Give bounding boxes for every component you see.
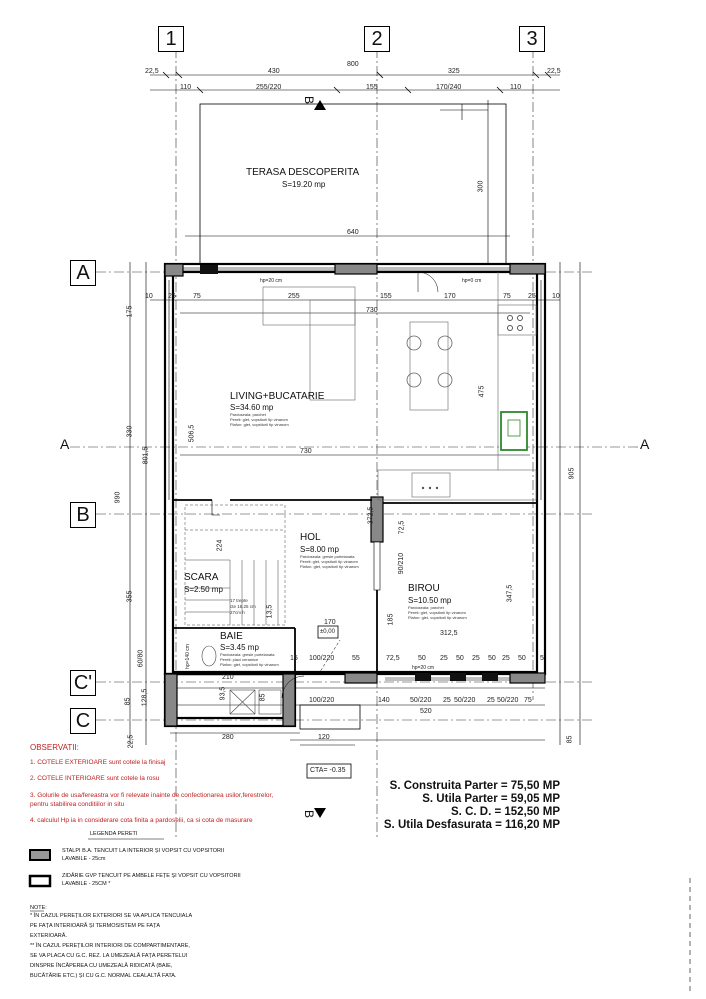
summary-line-1: S. Utila Parter = 59,05 MP xyxy=(422,793,560,805)
dim-inner-3: 255 xyxy=(288,293,300,300)
summary-line-2: S. C. D. = 152,50 MP xyxy=(451,806,560,818)
room-baie-note-1: Pereti: placi ceramice xyxy=(220,657,259,662)
dim-inner-0: 10 xyxy=(145,293,153,300)
room-hol-area: S=8.00 mp xyxy=(300,545,339,554)
dim-b1-1: 100/220 xyxy=(309,655,335,662)
dim-bottom-120: 120 xyxy=(318,734,330,741)
room-birou-note-0: Pardoseala: parchet xyxy=(408,605,444,610)
dim-terrace-width: 640 xyxy=(347,229,359,236)
dim-inner-1: 25 xyxy=(168,293,176,300)
dim-b1-0: 15 xyxy=(290,655,298,662)
room-hol-note-2: Plafon: glet, vopsitorii tip vinarom xyxy=(300,564,359,569)
dim-325: 325 xyxy=(448,68,460,75)
note-line-2: EXTERIOARĂ. xyxy=(30,933,67,939)
dim-left-935: 93,5 xyxy=(219,686,227,701)
dim-b2-2: 50/220 xyxy=(410,697,432,704)
legend-item-0-line-0: STALPI B.A. TENCUIT LA INTERIOR ȘI VOPSIT CU VOPSITORII xyxy=(62,848,225,854)
legend-title: LEGENDA PERETI xyxy=(90,831,138,837)
note-title: NOTE: xyxy=(30,905,47,911)
dim-right-ext: 22,5 xyxy=(547,68,561,75)
dim-left-85: 85 xyxy=(124,697,132,706)
room-birou-area: S=10.50 mp xyxy=(408,596,452,605)
room-birou-note-2: Plafon: glet, vopsitorii tip vinarom xyxy=(408,615,467,620)
observatii-item-2: 3. Golurile de usa/fereastra vor fi relevate inainte de confectionarea usilor,ferestrelor, xyxy=(30,792,274,799)
room-terasa-name: TERASA DESCOPERITA xyxy=(246,167,360,178)
dim-inner-730a: 730 xyxy=(366,307,378,314)
note-line-1: PE FAȚA INTERIOARĂ ȘI TERMOSISTEM PE FAȚA xyxy=(30,923,161,929)
dim-total: 800 xyxy=(347,61,359,68)
dim-inner-8: 10 xyxy=(552,293,560,300)
dim-b1-10: 50 xyxy=(518,655,526,662)
dim-left-330: 330 xyxy=(126,425,134,438)
dim-b2-6: 50/220 xyxy=(497,697,519,704)
room-baie-note-2: Plafon: glet, vopsitorii tip vinarom xyxy=(220,662,279,667)
dim-left-8015: 801,5 xyxy=(142,446,150,465)
section-b-bottom: B xyxy=(302,809,317,819)
grid-label-Cprime: C' xyxy=(70,670,96,696)
grid-label-C: C xyxy=(70,708,96,734)
room-living-note-0: Pardoseala: parchet xyxy=(230,412,266,417)
dim-r2-3: 170/240 xyxy=(436,84,462,91)
dim-b2-3: 25 xyxy=(443,697,451,704)
dim-right-905: 905 xyxy=(568,467,576,480)
grid-label-2: 2 xyxy=(364,26,390,52)
grid-label-B: B xyxy=(70,502,96,528)
section-label-left: A xyxy=(60,436,70,452)
dim-b2-0: 100/220 xyxy=(309,697,335,704)
room-birou-name: BIROU xyxy=(408,583,440,594)
room-living-note-1: Pereti: glet, vopsitorii tip vinarom xyxy=(230,417,288,422)
dim-stair-135: 13,5 xyxy=(266,604,274,619)
dim-r2-1: 255/220 xyxy=(256,84,282,91)
section-b-top: B xyxy=(302,95,317,105)
dining-chairs xyxy=(407,336,452,387)
observatii-item-1: 2. COTELE INTERIOARE sunt cotele la rosu xyxy=(30,775,160,782)
dim-baie-85: 85 xyxy=(259,693,267,702)
terrace-outline xyxy=(200,104,506,264)
dim-inner-2: 75 xyxy=(193,293,201,300)
note-line-0: * ÎN CAZUL PEREȚILOR EXTERIORI SE VA APLICA TENCUIALA xyxy=(30,913,193,919)
legend-item-1-line-0: ZIDĂRIE GVP TENCUIT PE AMBELE FEȚE ȘI VOPSIT CU VOPSITORII xyxy=(62,873,241,879)
dim-right-3475: 347,5 xyxy=(506,584,514,603)
hp-baie: hp=140 cm xyxy=(184,644,191,669)
note-line-6: BUCĂTĂRIE ETC.) ȘI CU G.C. NORMAL CEALALTĂ FATA. xyxy=(30,973,177,979)
room-scara-note-0: 17 trepte xyxy=(230,598,248,603)
dim-r2-2: 155 xyxy=(366,84,378,91)
hp-top-right: hp=0 cm xyxy=(462,278,482,284)
dim-left-224: 224 xyxy=(216,539,224,552)
room-hol-name: HOL xyxy=(300,532,321,543)
kitchen-furniture xyxy=(263,272,536,500)
dim-b1-12: 5 xyxy=(540,655,544,662)
dim-bottom-3125: 312,5 xyxy=(440,630,458,637)
room-living-area: S=34.60 mp xyxy=(230,403,274,412)
dim-left-ext: 22,5 xyxy=(145,68,159,75)
dim-baie-210: 210 xyxy=(222,674,234,681)
grid-label-1: 1 xyxy=(158,26,184,52)
dim-left-1285: 128,5 xyxy=(141,688,149,707)
summary-line-0: S. Construita Parter = 75,50 MP xyxy=(389,780,560,792)
dim-b2-5: 25 xyxy=(487,697,495,704)
dim-b1-6: 50 xyxy=(456,655,464,662)
summary-line-3: S. Utila Desfasurata = 116,20 MP xyxy=(383,819,560,831)
observatii-item-0: 1. COTELE EXTERIOARE sunt cotele la finisaj xyxy=(30,759,166,766)
legend-item-1-line-1: LAVABILE - 25CM * xyxy=(62,881,111,887)
dim-left-6080: 60/80 xyxy=(137,649,145,668)
room-hol-note-0: Pardoseala: gresie portelanata xyxy=(300,554,355,559)
note-line-5: DINSPRE ÎNCĂPEREA CU UMEZEALĂ RIDICATĂ (BAIE, xyxy=(30,963,173,969)
dim-b2-1: 140 xyxy=(378,697,390,704)
hp-top-left: hp=20 cm xyxy=(260,278,283,284)
room-living-note-2: Plafon: glet, vopsitorii tip vinarom xyxy=(230,422,289,427)
dim-right-3725: 372,5 xyxy=(367,506,375,525)
room-baie-area: S=3.45 mp xyxy=(220,643,259,652)
room-scara-note-2: 27cm h xyxy=(230,610,245,615)
hp-birou: hp=20 cm xyxy=(412,665,435,671)
dim-left-5065: 506,5 xyxy=(188,424,196,443)
dim-bottom-170: 170 xyxy=(324,619,336,626)
dim-bottom-280: 280 xyxy=(222,734,234,741)
dim-b1-9: 25 xyxy=(502,655,510,662)
room-living-name: LIVING+BUCATARIE xyxy=(230,391,325,402)
room-baie-note-0: Pardoseala: gresie portelanata xyxy=(220,652,275,657)
dim-inner-5: 170 xyxy=(444,293,456,300)
dim-inner-4: 155 xyxy=(380,293,392,300)
dim-b2-4: 50/220 xyxy=(454,697,476,704)
room-terasa-area: S=19.20 mp xyxy=(282,180,326,189)
dim-left-175: 175 xyxy=(126,305,134,318)
note-line-3: ** ÎN CAZUL PEREȚILOR INTERIORI DE COMPARTIMENTARE, xyxy=(30,943,190,949)
dim-inner-730b: 730 xyxy=(300,448,312,455)
dim-bottom-520: 520 xyxy=(420,708,432,715)
dim-inner-7: 25 xyxy=(528,293,536,300)
section-label-right: A xyxy=(640,436,650,452)
dim-430: 430 xyxy=(268,68,280,75)
note-line-4: SE VA PLACA CU G.C. REZ. LA UMEZEALĂ FAȚA PERETELUI xyxy=(30,953,188,959)
observatii-title: OBSERVATII: xyxy=(30,743,79,752)
legend-item-0-line-1: LAVABILE - 25cm xyxy=(62,856,106,862)
dim-b1-4: 50 xyxy=(418,655,426,662)
dim-right-475: 475 xyxy=(478,385,486,398)
dim-b1-2: 55 xyxy=(352,655,360,662)
observatii-item-3: pentru stabilirea conditiilor in situ xyxy=(30,801,125,808)
dim-right-90210: 90/210 xyxy=(398,552,406,575)
dim-left-225: 22,5 xyxy=(127,734,135,749)
dim-right-725: 72,5 xyxy=(398,520,406,535)
dim-right-85: 85 xyxy=(566,735,574,744)
room-baie-name: BAIE xyxy=(220,631,243,642)
cta-label: CTA= -0.35 xyxy=(310,767,346,774)
observatii-item-4: 4. calculul Hp ia in considerare cota finita a pardoselii, ca si cota de masurare xyxy=(30,817,253,824)
dim-b2-7: 75 xyxy=(524,697,532,704)
kitchen-sink xyxy=(501,412,527,450)
cota-zero: ±0,00 xyxy=(320,629,335,635)
dim-terrace-height: 300 xyxy=(477,180,485,193)
dim-inner-6: 75 xyxy=(503,293,511,300)
legend-swatch-pillar xyxy=(30,850,50,860)
dim-b1-7: 25 xyxy=(472,655,480,662)
dim-r2-0: 110 xyxy=(180,84,192,91)
legend-swatch-wall xyxy=(30,876,50,886)
room-birou-note-1: Pereti: glet, vopsitorii tip vinarom xyxy=(408,610,466,615)
dim-left-990: 990 xyxy=(114,491,122,504)
dim-b1-5: 25 xyxy=(440,655,448,662)
room-scara-name: SCARA xyxy=(184,572,219,583)
dim-right-185: 185 xyxy=(387,613,395,626)
room-hol-note-1: Pereti: glet, vopsitorii tip vinarom xyxy=(300,559,358,564)
dim-r2-4: 110 xyxy=(510,84,522,91)
dim-b1-8: 50 xyxy=(488,655,496,662)
dim-b1-3: 72,5 xyxy=(386,655,400,662)
grid-label-3: 3 xyxy=(519,26,545,52)
room-scara-note-1: cte 18.25 cm xyxy=(230,604,256,609)
dim-left-355: 355 xyxy=(126,590,134,603)
grid-label-A: A xyxy=(70,260,96,286)
room-scara-area: S=2.50 mp xyxy=(184,585,223,594)
